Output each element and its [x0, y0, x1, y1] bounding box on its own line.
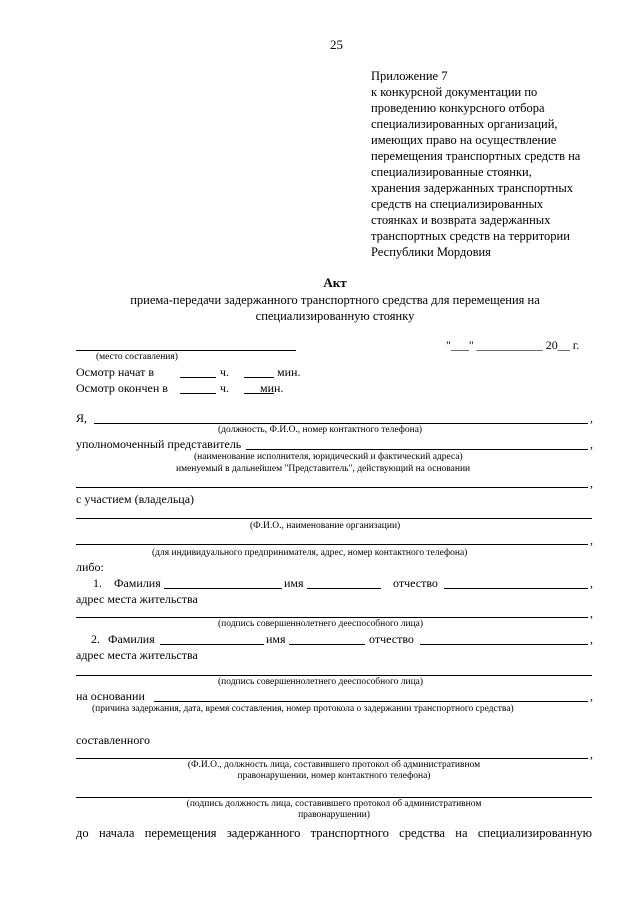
final-word: на	[455, 826, 468, 840]
person-number: 1.	[93, 576, 102, 590]
referred-caption: именуемый в дальнейшем "Представитель", действующий на основании	[176, 464, 471, 474]
hours-label: ч.	[220, 381, 230, 395]
hours-blank	[180, 393, 216, 394]
comma: ,	[590, 747, 593, 761]
comma: ,	[590, 632, 593, 646]
entrepreneur-caption: (для индивидуального предпринимателя, адрес, номер контактного телефона)	[152, 548, 468, 558]
position-caption: (должность, Ф.И.О., номер контактного телефона)	[218, 425, 423, 435]
final-word: транспортного	[310, 826, 389, 840]
comma: ,	[590, 576, 593, 590]
surname-label: Фамилия	[108, 632, 155, 646]
executor-caption: (наименование исполнителя, юридический и фактический адреса)	[194, 452, 463, 462]
hours-label: ч.	[220, 365, 230, 379]
final-word: задержанного	[226, 826, 301, 840]
minutes-label: мин.	[260, 381, 284, 395]
official-signature-line	[76, 797, 592, 798]
final-word: перемещения	[144, 826, 217, 840]
appendix-line: хранения задержанных транспортных	[371, 181, 573, 195]
comma: ,	[590, 437, 593, 451]
comma: ,	[590, 689, 593, 703]
inspection-start-label: Осмотр начат в	[76, 365, 155, 379]
appendix-line: к конкурсной документации по	[371, 85, 538, 99]
final-sentence	[76, 826, 592, 840]
hours-blank	[180, 377, 216, 378]
ya-label: Я,	[76, 411, 88, 425]
inspection-end-label: Осмотр окончен в	[76, 381, 168, 395]
place-line	[76, 350, 296, 351]
address-label: адрес места жительства	[76, 592, 198, 606]
surname-blank	[164, 588, 282, 589]
name-label: имя	[266, 632, 286, 646]
place-caption: (место составления)	[96, 352, 178, 362]
document-title: Акт	[323, 275, 347, 290]
basis-label: на основании	[76, 689, 145, 703]
owner-line	[76, 518, 592, 519]
reason-caption: (причина задержания, дата, время составления, номер протокола о задержании транспортного средства)	[92, 704, 514, 714]
basis-reason-line	[154, 701, 588, 702]
official-line	[76, 758, 588, 759]
patronymic-label: отчество	[369, 632, 414, 646]
drawn-up-label: составленного	[76, 733, 150, 747]
patronymic-blank	[444, 588, 588, 589]
appendix-line: имеющих право на осуществление	[371, 133, 557, 147]
surname-blank	[160, 644, 264, 645]
document-subtitle: специализированную стоянку	[255, 309, 415, 323]
name-blank	[307, 588, 381, 589]
official-signature-caption: (подпись должность лица, составившего протокол об административном	[186, 799, 482, 809]
appendix-line: перемещения транспортных средств на	[371, 149, 581, 163]
official-caption: (Ф.И.О., должность лица, составившего протокол об административном	[187, 760, 481, 770]
comma: ,	[590, 606, 593, 620]
address-line	[76, 675, 592, 676]
owner-caption: (Ф.И.О., наименование организации)	[250, 521, 401, 531]
patronymic-label: отчество	[393, 576, 438, 590]
appendix-line: стоянках и возврата задержанных	[371, 213, 551, 227]
representative-line	[246, 449, 588, 450]
final-word: средства	[399, 826, 445, 840]
appendix-line: специализированные стоянки,	[371, 165, 532, 179]
representative-label: уполномоченный представитель	[76, 437, 242, 451]
signature-caption: (подпись совершеннолетнего дееспособного лица)	[218, 677, 424, 687]
comma: ,	[590, 411, 593, 425]
surname-label: Фамилия	[114, 576, 161, 590]
appendix-line: Республики Мордовия	[371, 245, 491, 259]
name-blank	[289, 644, 365, 645]
page-number: 25	[330, 37, 343, 52]
date-field: "___" ___________ 20__ г.	[446, 338, 580, 352]
final-word: начала	[98, 826, 135, 840]
signature-caption: (подпись совершеннолетнего дееспособного лица)	[218, 619, 424, 629]
patronymic-blank	[420, 644, 588, 645]
minutes-blank	[244, 377, 274, 378]
ya-line	[94, 423, 588, 424]
final-word: специализированную	[477, 826, 592, 840]
entrepreneur-line	[76, 544, 588, 545]
appendix-line: проведению конкурсного отбора	[371, 101, 545, 115]
minutes-label: мин.	[277, 365, 301, 379]
official-caption: правонарушении, номер контактного телефона)	[237, 771, 431, 781]
final-word: до	[76, 826, 89, 840]
address-line	[76, 617, 588, 618]
comma: ,	[590, 533, 593, 547]
address-label: адрес места жительства	[76, 648, 198, 662]
name-label: имя	[284, 576, 304, 590]
appendix-line: Приложение 7	[371, 69, 448, 83]
owner-label: с участием (владельца)	[76, 492, 195, 506]
either-label: либо:	[76, 560, 104, 574]
appendix-line: средств на специализированных	[371, 197, 544, 211]
person-number: 2.	[91, 632, 100, 646]
appendix-line: специализированных организаций,	[371, 117, 558, 131]
official-signature-caption: правонарушении)	[298, 810, 370, 820]
document-subtitle: приема-передачи задержанного транспортного средства для перемещения на	[130, 293, 540, 307]
basis-line	[76, 487, 588, 488]
appendix-line: транспортных средств на территории	[371, 229, 570, 243]
comma: ,	[590, 476, 593, 490]
